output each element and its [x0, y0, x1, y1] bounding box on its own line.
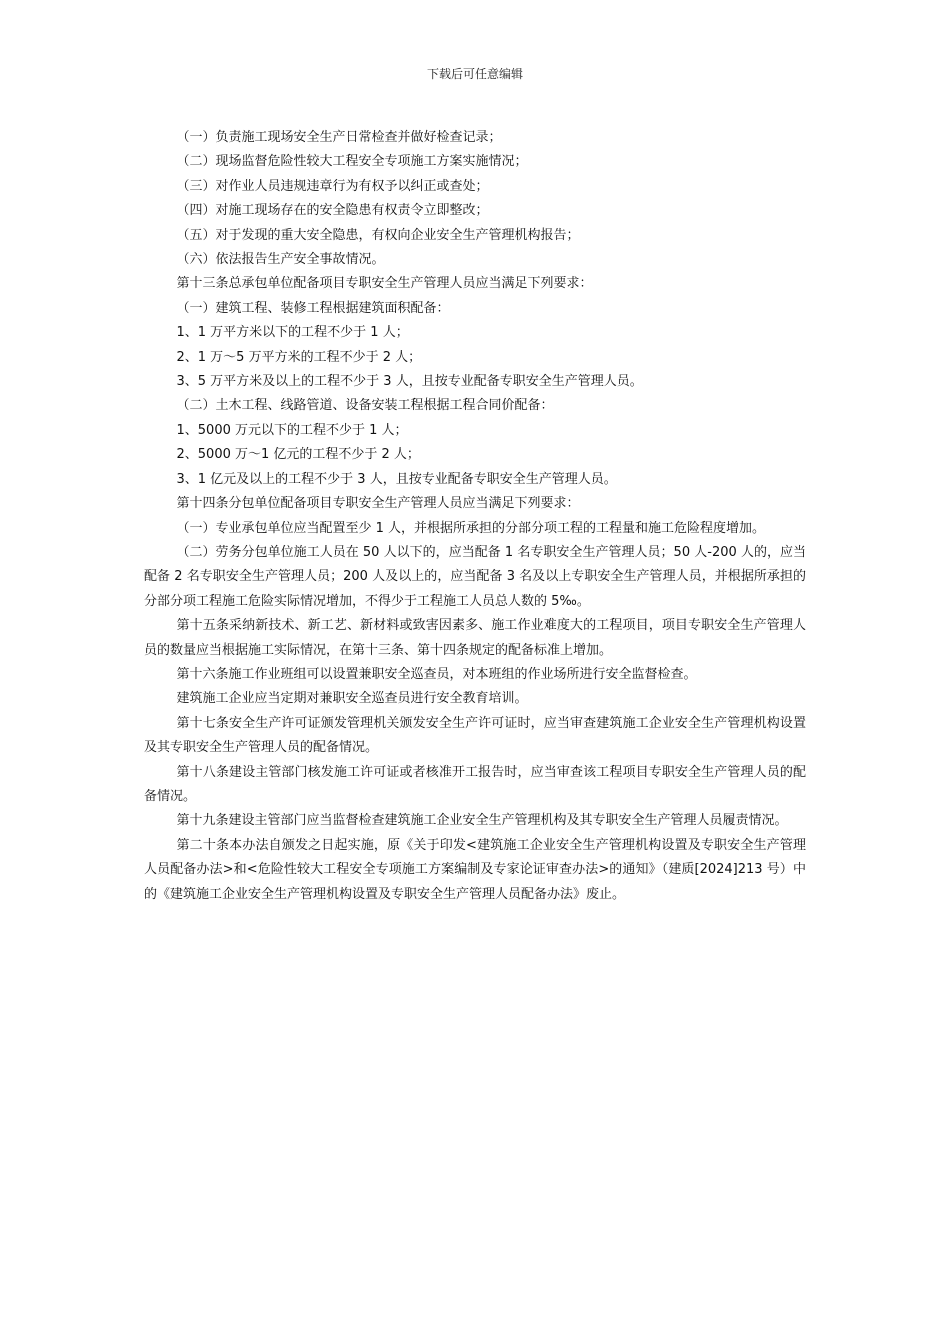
- paragraph: （二）现场监督危险性较大工程安全专项施工方案实施情况；: [176, 154, 528, 170]
- paragraph: 1、1 万平方米以下的工程不少于 1 人；: [176, 325, 409, 341]
- paragraph: （二）土木工程、线路管道、设备安装工程根据工程合同价配备：: [176, 398, 554, 414]
- paragraph: （五）对于发现的重大安全隐患，有权向企业安全生产管理机构报告；: [176, 227, 580, 243]
- paragraph: 第十四条分包单位配备项目专职安全生产管理人员应当满足下列要求：: [176, 496, 580, 512]
- paragraph: 第十六条施工作业班组可以设置兼职安全巡查员，对本班组的作业场所进行安全监督检查。: [176, 666, 697, 682]
- paragraph: （二）劳务分包单位施工人员在 50 人以下的，应当配备 1 名专职安全生产管理人员；50 人-200 人的，应当配备 2 名专职安全生产管理人员；200 人及以上的，应当配备 3 名及以上专职安全生产管理人员，并根据所承担的分部分项工程施工危险实际情况增加，不得少于工程施工人员总人数的 5‰。: [144, 544, 806, 609]
- paragraph: 第二十条本办法自颁发之日起实施，原《关于印发<建筑施工企业安全生产管理机构设置及专职安全生产管理人员配备办法>和<危险性较大工程安全专项施工方案编制及专家论证审查办法>的通知》（建质[2024]213 号）中的《建筑施工企业安全生产管理机构设置及专职安全生产管理人员配备办法》废止。: [144, 837, 806, 902]
- paragraph: 2、5000 万～1 亿元的工程不少于 2 人；: [176, 447, 420, 463]
- paragraph: 第十九条建设主管部门应当监督检查建筑施工企业安全生产管理机构及其专职安全生产管理人员履责情况。: [176, 813, 788, 829]
- paragraph: （六）依法报告生产安全事故情况。: [176, 252, 385, 268]
- paragraph: 建筑施工企业应当定期对兼职安全巡查员进行安全教育培训。: [176, 691, 528, 707]
- paragraph: 1、5000 万元以下的工程不少于 1 人；: [176, 422, 408, 438]
- document-body: [144, 126, 806, 907]
- paragraph: （一）建筑工程、装修工程根据建筑面积配备：: [176, 300, 450, 316]
- paragraph: （一）专业承包单位应当配置至少 1 人，并根据所承担的分部分项工程的工程量和施工危险程度增加。: [176, 520, 766, 536]
- paragraph: 3、1 亿元及以上的工程不少于 3 人，且按专业配备专职安全生产管理人员。: [176, 471, 617, 487]
- paragraph: 第十八条建设主管部门核发施工许可证或者核准开工报告时，应当审查该工程项目专职安全生产管理人员的配备情况。: [144, 764, 806, 804]
- paragraph: 2、1 万～5 万平方米的工程不少于 2 人；: [176, 349, 422, 365]
- paragraph: （四）对施工现场存在的安全隐患有权责令立即整改；: [176, 203, 489, 219]
- paragraph: 第十七条安全生产许可证颁发管理机关颁发安全生产许可证时，应当审查建筑施工企业安全生产管理机构设置及其专职安全生产管理人员的配备情况。: [144, 715, 806, 756]
- paragraph: （三）对作业人员违规违章行为有权予以纠正或查处；: [176, 178, 489, 194]
- paragraph: 第十五条采纳新技术、新工艺、新材料或致害因素多、施工作业难度大的工程项目，项目专职安全生产管理人员的数量应当根据施工实际情况，在第十三条、第十四条规定的配备标准上增加。: [144, 618, 806, 658]
- page-header: 下载后可任意编辑: [426, 67, 523, 81]
- paragraph: 第十三条总承包单位配备项目专职安全生产管理人员应当满足下列要求：: [176, 276, 593, 292]
- paragraph: 3、5 万平方米及以上的工程不少于 3 人，且按专业配备专职安全生产管理人员。: [176, 374, 643, 390]
- paragraph: （一）负责施工现场安全生产日常检查并做好检查记录；: [176, 130, 502, 145]
